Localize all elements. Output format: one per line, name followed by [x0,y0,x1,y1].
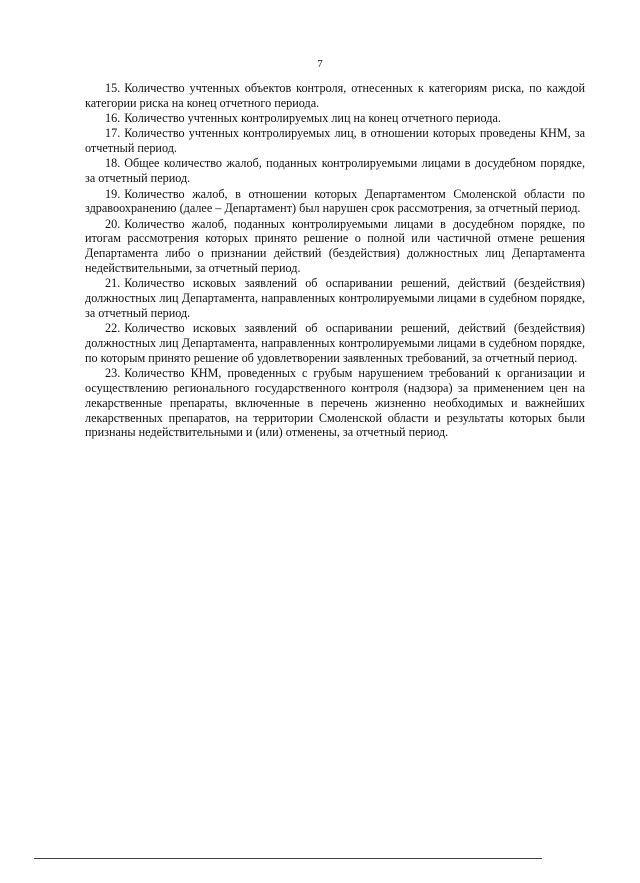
paragraph-item-21 [85,276,585,320]
page-number: 7 [317,58,323,70]
paragraph-text: Количество учтенных контролируемых лиц на конец отчетного периода. [124,111,501,126]
paragraph-number: 20. [105,216,121,231]
paragraph-item-22 [85,321,585,365]
paragraph-item-18 [85,156,585,186]
paragraph-text: Количество учтенных контролируемых лиц, в отношении которых проведены КНМ, за отчетный период. [85,126,585,156]
paragraph-text: Количество жалоб, поданных контролируемыми лицами в досудебном порядке, по итогам рассмотрения которых принято решение о полной или частичной отмене решения Департамента либо о признании действий (бездействия) должностных лиц Департамента недействительными, за отчетный период. [85,216,585,276]
paragraph-item-19 [85,187,585,217]
document-body [85,81,585,441]
paragraph-item-20 [85,217,585,276]
paragraph-number: 21. [105,276,121,291]
paragraph-text: Количество учтенных объектов контроля, отнесенных к категориям риска, по каждой категории риска на конец отчетного периода. [85,81,585,110]
paragraph-text: Количество исковых заявлений об оспаривании решений, действий (бездействия) должностных лиц Департамента, направленных контролируемыми лицами в судебном порядке, по которым принято решение об удовлетворении заявленных требований, за отчетный период. [85,321,585,365]
paragraph-item-23 [85,366,585,440]
footer-divider [34,858,542,859]
paragraph-number: 23. [105,366,121,381]
paragraph-number: 16. [105,111,121,126]
paragraph-text: Количество жалоб, в отношении которых Департаментом Смоленской области по здравоохранению (далее – Департамент) был нарушен срок рассмотрения, за отчетный период. [85,186,585,216]
paragraph-text: Количество исковых заявлений об оспаривании решений, действий (бездействия) должностных лиц Департамента, направленных контролируемыми лицами в судебном порядке, за отчетный период. [85,276,585,320]
paragraph-text: Общее количество жалоб, поданных контролируемыми лицами в досудебном порядке, за отчетный период. [85,156,585,186]
paragraph-number: 17. [105,126,121,141]
paragraph-item-15 [85,81,585,111]
paragraph-number: 19. [105,186,121,201]
paragraph-item-16 [85,111,585,126]
paragraph-number: 18. [105,156,121,171]
paragraph-text: Количество КНМ, проведенных с грубым нарушением требований к организации и осуществлению регионального государственного контроля (надзора) за применением цен на лекарственные препараты, включенные в перечень жизненно необходимых и важнейших лекарственных препаратов, на территории Смоленской области и результаты которых были признаны недействительными и (или) отменены, за отчетный период. [85,366,585,440]
paragraph-number: 15. [105,81,121,95]
paragraph-number: 22. [105,321,121,336]
paragraph-item-17 [85,126,585,156]
